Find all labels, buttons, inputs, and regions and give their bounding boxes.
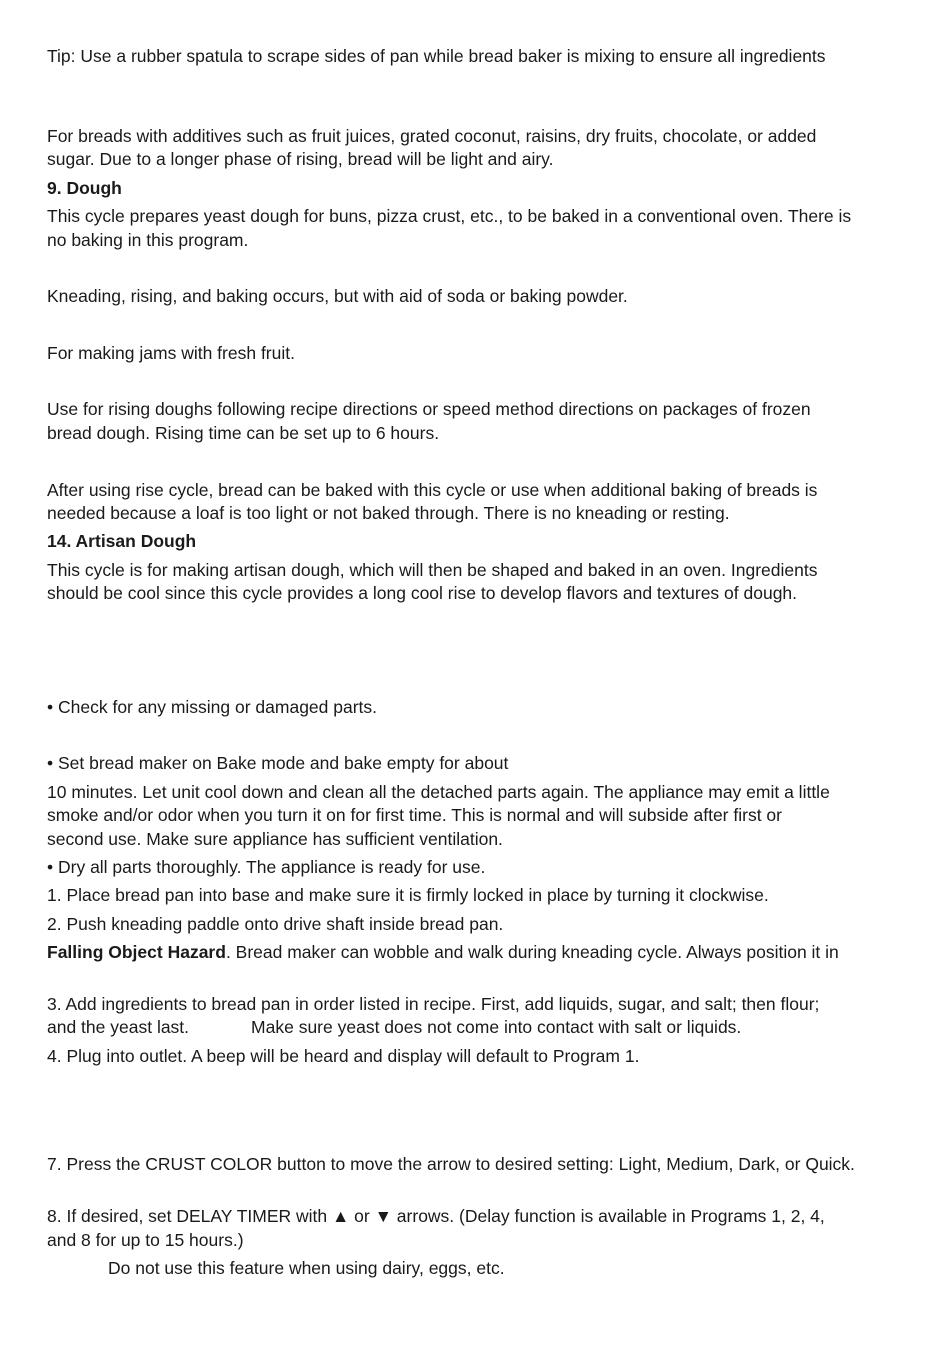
paragraph-line: should be cool since this cycle provides a long cool rise to develop flavors and textures of dough.	[47, 583, 798, 603]
paragraph-line: For breads with additives such as fruit juices, grated coconut, raisins, dry fruits, chocolate, or added	[47, 126, 817, 146]
step-item: 3. Add ingredients to bread pan in order listed in recipe. First, add liquids, sugar, and salt; then flour;	[47, 994, 820, 1014]
hazard-warning-line	[47, 941, 839, 965]
step-note: Make sure yeast does not come into contact with salt or liquids.	[251, 1017, 742, 1037]
paragraph-line: After using rise cycle, bread can be baked with this cycle or use when additional baking of breads is	[47, 480, 818, 500]
step-item: 1. Place bread pan into base and make sure it is firmly locked in place by turning it clockwise.	[47, 885, 769, 905]
step-item	[47, 1205, 825, 1229]
step-text: or	[349, 1206, 375, 1226]
paragraph-line: For making jams with fresh fruit.	[47, 343, 295, 363]
paragraph-line: This cycle is for making artisan dough, which will then be shaped and baked in an oven. Ingredients	[47, 560, 818, 580]
paragraph-line: sugar. Due to a longer phase of rising, bread will be light and airy.	[47, 149, 554, 169]
section-heading-artisan-dough: 14. Artisan Dough	[47, 531, 197, 551]
step-item: 7. Press the CRUST COLOR button to move the arrow to desired setting: Light, Medium, Dark, or Quick.	[47, 1154, 855, 1174]
tip-line: Tip: Use a rubber spatula to scrape sides of pan while bread baker is mixing to ensure all ingredients	[47, 46, 826, 66]
bullet-item: • Set bread maker on Bake mode and bake empty for about	[47, 753, 509, 773]
step-text: and the yeast last.	[47, 1017, 190, 1037]
hazard-text: . Bread maker can wobble and walk during kneading cycle. Always position it in	[225, 942, 839, 962]
step-item-continuation: and 8 for up to 15 hours.)	[47, 1230, 244, 1250]
paragraph-line: bread dough. Rising time can be set up to 6 hours.	[47, 423, 440, 443]
bullet-item: • Check for any missing or damaged parts.	[47, 697, 378, 717]
step-text: 8. If desired, set DELAY TIMER with	[47, 1206, 332, 1226]
paragraph-line: Kneading, rising, and baking occurs, but with aid of soda or baking powder.	[47, 286, 628, 306]
paragraph-line: no baking in this program.	[47, 230, 249, 250]
bullet-item: • Dry all parts thoroughly. The appliance is ready for use.	[47, 857, 486, 877]
down-arrow-icon: ▼	[374, 1206, 392, 1226]
step-item-continuation	[47, 1016, 741, 1040]
paragraph-line: This cycle prepares yeast dough for buns, pizza crust, etc., to be baked in a conventional oven. There is	[47, 206, 852, 226]
paragraph-line: needed because a loaf is too light or not baked through. There is no kneading or resting.	[47, 503, 730, 523]
step-text: arrows. (Delay function is available in Programs 1, 2, 4,	[391, 1206, 825, 1226]
up-arrow-icon: ▲	[331, 1206, 350, 1226]
hazard-label: Falling Object Hazard	[47, 942, 226, 962]
caution-note: Do not use this feature when using dairy, eggs, etc.	[108, 1258, 505, 1278]
step-item: 4. Plug into outlet. A beep will be heard and display will default to Program 1.	[47, 1046, 640, 1066]
paragraph-line: 10 minutes. Let unit cool down and clean all the detached parts again. The appliance may emit a little	[47, 782, 830, 802]
paragraph-line: Use for rising doughs following recipe directions or speed method directions on packages of frozen	[47, 399, 811, 419]
section-heading-dough: 9. Dough	[47, 178, 122, 198]
paragraph-line: second use. Make sure appliance has sufficient ventilation.	[47, 829, 503, 849]
step-item: 2. Push kneading paddle onto drive shaft inside bread pan.	[47, 914, 504, 934]
paragraph-line: smoke and/or odor when you turn it on for first time. This is normal and will subside after first or	[47, 805, 782, 825]
